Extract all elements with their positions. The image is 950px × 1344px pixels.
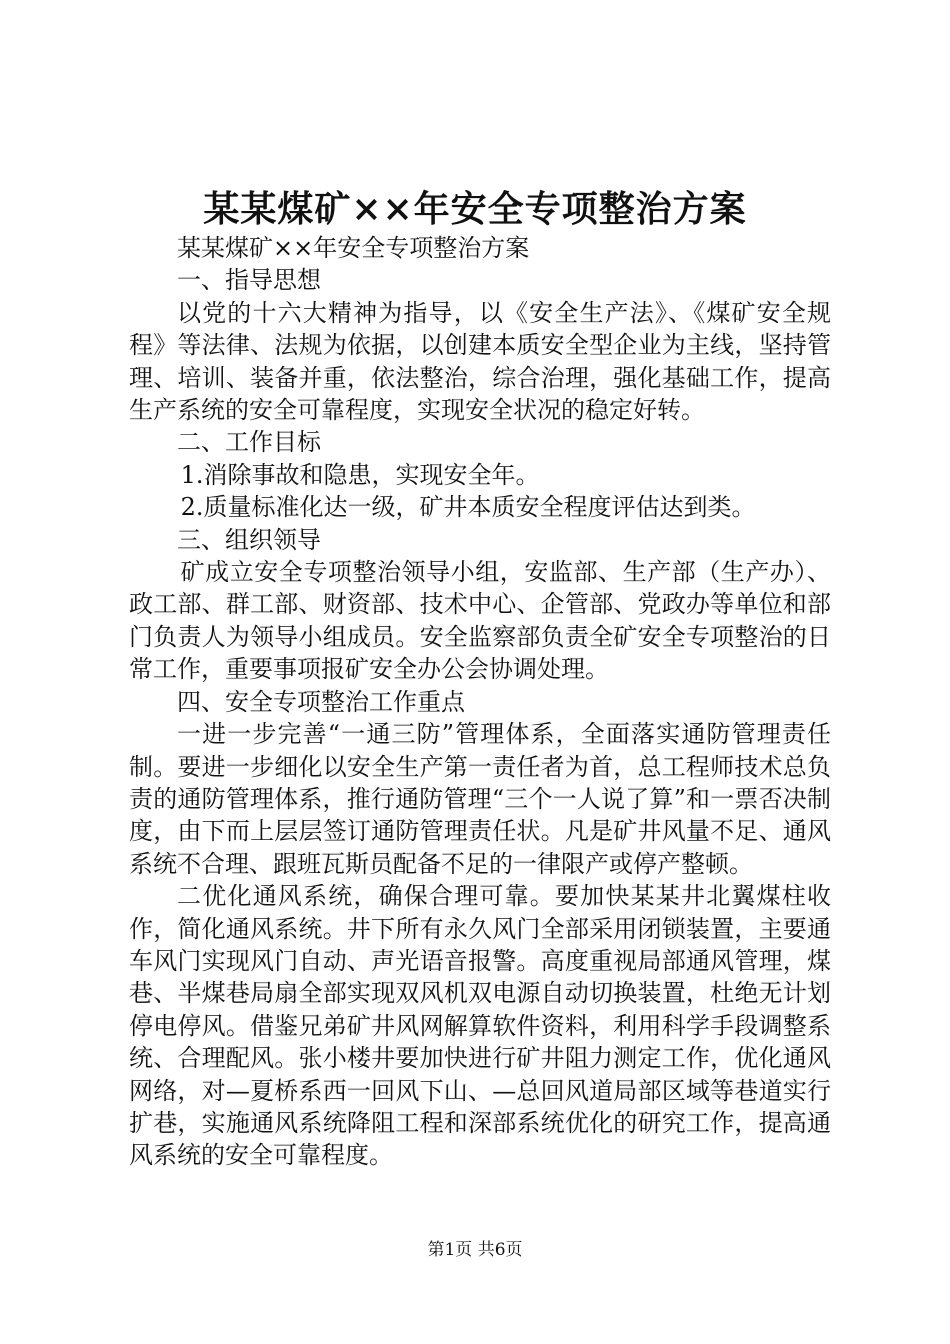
page-footer: 第1页 共6页: [427, 1240, 523, 1260]
section-heading-key-work: 四、安全专项整治工作重点: [177, 687, 465, 716]
goal-item-1: 1.消除事故和隐患，实现安全年。: [180, 460, 540, 489]
paragraph-key-work-2: 二优化通风系统，确保合理可靠。要加快某某井北翼煤柱收作，简化通风系统。井下所有永久风门全部采用闭锁装置，主要通车风门实现风门自动、声光语音报警。高度重视局部通风管理，煤巷、半煤巷局扇全部实现双风机双电源自动切换装置，杜绝无计划停电停风。借鉴兄弟矿井风网解算软件资料，利用科学手段调整系统、合理配风。张小楼井要加快进行矿井阻力测定工作，优化通风网络，对—夏桥系西一回风下山、—总回风道局部区域等巷道实行扩巷，实施通风系统降阻工程和深部系统优化的研究工作，提高通风系统的安全可靠程度。: [129, 882, 831, 1170]
document-title: 某某煤矿××年安全专项整治方案: [203, 188, 747, 230]
goal-item-2: 2.质量标准化达一级，矿井本质安全程度评估达到类。: [180, 493, 756, 522]
subtitle-paragraph: 某某煤矿××年安全专项整治方案: [177, 234, 530, 262]
paragraph-key-work-1: 一进一步完善“一通三防”管理体系，全面落实通防管理责任制。要进一步细化以安全生产第一责任者为首，总工程师技术总负责的通防管理体系，推行通防管理“三个一人说了算”和一票否决制度，由下而上层层签订通防管理责任状。凡是矿井风量不足、通风系统不合理、跟班瓦斯员配备不足的一律限产或停产整顿。: [129, 720, 831, 878]
section-heading-organization: 三、组织领导: [177, 525, 321, 554]
document-body: [129, 232, 831, 1172]
paragraph-organization: 矿成立安全专项整治领导小组，安监部、生产部（生产办）、政工部、群工部、财资部、技术中心、企管部、党政办等单位和部门负责人为领导小组成员。安全监察部负责全矿安全专项整治的日常工作，重要事项报矿安全办公会协调处理。: [129, 558, 831, 684]
paragraph-guiding-ideology: 以党的十六大精神为指导，以《安全生产法》、《煤矿安全规程》等法律、法规为依据，以创建本质安全型企业为主线，坚持管理、培训、装备并重，依法整治，综合治理，强化基础工作，提高生产系统的安全可靠程度，实现安全状况的稳定好转。: [129, 298, 831, 425]
section-heading-guiding-ideology: 一、指导思想: [177, 266, 321, 295]
section-heading-work-goals: 二、工作目标: [177, 428, 321, 457]
